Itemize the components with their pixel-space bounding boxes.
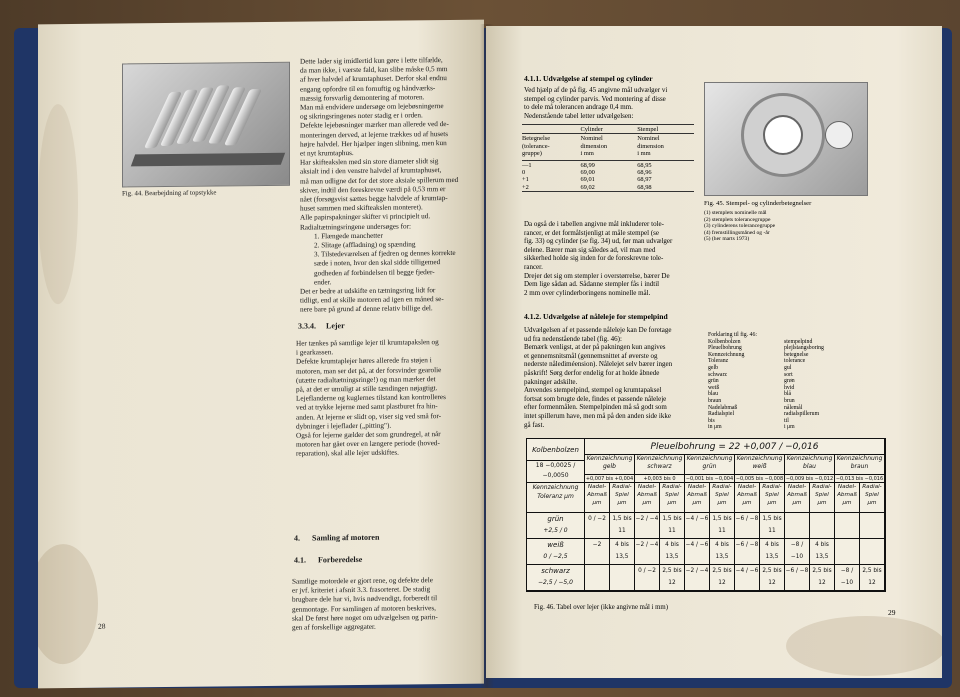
fig46-caption: Fig. 46. Tabel over lejer (ikke angivne mål i mm): [534, 604, 668, 611]
legend-term: Radialspiel: [708, 411, 735, 418]
text-line: nere bare på grund af denne relativ billige del.: [300, 304, 433, 315]
table-cell: Betegnelse (tolerance- gruppe): [522, 135, 551, 158]
legend-term: in μm: [708, 424, 722, 431]
page-number-right: 29: [888, 608, 896, 617]
text-line: engang opfordre til en fornuftig og håndværks-: [300, 83, 436, 94]
table-cell: −4 / −6: [735, 565, 760, 591]
text-line: et nyt krumtaphus.: [300, 149, 354, 158]
stain: [786, 616, 942, 676]
row-label: [527, 565, 585, 591]
table-cell: 4 bis 13,5: [760, 539, 785, 565]
legend-translation: plejlstangsboring: [784, 345, 824, 352]
sub-header-radial: Radial-Spiel μm: [660, 483, 685, 513]
table-row: [522, 176, 694, 183]
table-cell: 68,99: [580, 161, 595, 169]
list-item: sæde i noten, hvor den skal sidde tilligemed: [314, 258, 441, 268]
legend-danish: [784, 339, 874, 431]
group-header: Kennzeichnung blau: [785, 455, 835, 475]
text-line: motoren har gået over en længere periode (hoved-: [296, 439, 440, 449]
text-line: Det er bedre at udskifte en tætningsring lidt for: [300, 286, 436, 296]
table-cell: 2,5 bis 12: [760, 565, 785, 591]
table-cell: 4 bis 13,5: [610, 539, 635, 565]
text-line: ud fra nedenstående tabel (fig. 46):: [524, 334, 622, 343]
tolerance-label: Kennzeichnung Toleranz μm: [527, 483, 585, 513]
fins-graphic: [147, 85, 267, 156]
text-line: efter formenmålen. Stempelpinden må så godt som: [524, 403, 667, 412]
section-412-heading: 4.1.2. Udvælgelse af nåleleje for stempelpind: [524, 312, 668, 321]
left-column-top: [300, 56, 480, 316]
text-line: må man udligne det for det store aksiale spillerum med: [300, 175, 459, 186]
sub-header-needle: Nadel-Abmaß μm: [585, 483, 610, 513]
table-cell: −8 / −10: [835, 565, 860, 591]
text-line: på, at det er umuligt at stille tændingen nøjagtigt.: [296, 384, 438, 394]
pleuel-header: Pleuelbohrung = 22 +0,007 / −0,016: [585, 439, 885, 455]
sub-header-radial: Radial-Spiel μm: [760, 483, 785, 513]
row-color: schwarz: [541, 567, 570, 575]
text-line: Drejer det sig om stempler i overstørrelse, bærer De: [524, 271, 670, 280]
row-label: [527, 539, 585, 565]
legend-item: (5) (her marts 1973): [704, 236, 750, 243]
seal-check-list: [300, 231, 480, 288]
group-header: Kennzeichnung grün: [685, 455, 735, 475]
text-line: brugbare dele har vi, hvis nødvendigt, forberedt til: [292, 594, 438, 605]
row-tolerance: −2,5 / −5,0: [538, 579, 573, 586]
row-color: weiß: [547, 541, 564, 549]
legend-german: [708, 339, 784, 431]
piston-cylinder-table: [522, 124, 694, 192]
text-line: Samtlige motordele er gjort rene, og defekte dele: [292, 576, 433, 586]
table-cell: −2 / −4: [685, 565, 710, 591]
table-cell: [522, 126, 580, 133]
legend-item: (2) stemplets tolerancegruppe: [704, 216, 771, 223]
text-line: Defekte lejebøsninger mærker man allerede ved de-: [300, 120, 449, 131]
sub-header-needle: Nadel-Abmaß μm: [785, 483, 810, 513]
table-cell: −6 / −8: [735, 513, 760, 539]
text-line: fortsat som brugte dele, findes et passende nåleleje: [524, 394, 667, 403]
left-page: [38, 20, 484, 689]
text-line: dybninger i lejeflader („pitting").: [296, 421, 392, 431]
table-cell: 2,5 bis 12: [810, 565, 835, 591]
text-line: huset sammen med skifteakslen monteret).: [300, 203, 423, 213]
needle-bearing-table: [526, 438, 886, 592]
text-line: anden. At lejerne er slidt op, viser sig ved små for-: [296, 411, 442, 422]
group-header: Kennzeichnung schwarz: [635, 455, 685, 475]
legend-translation: i μm: [784, 424, 795, 431]
legend-translation: radialspillerum: [784, 411, 820, 418]
legend-term: blau: [708, 391, 718, 398]
table-cell: 69,01: [580, 176, 595, 184]
legend-term: Kennzeichnung: [708, 351, 745, 358]
section-411-text: [524, 86, 696, 120]
table-cell: −4 / −6: [685, 539, 710, 565]
text-line: mæssig forsvarlig demontering af motoren.: [300, 93, 425, 103]
table-cell: −2 / −4: [635, 539, 660, 565]
stain: [38, 104, 78, 304]
legend-term: gelb: [708, 364, 718, 371]
text-line: Nedenstående tabel letter udvælgelsen:: [524, 111, 634, 120]
table-cell: [610, 565, 635, 591]
legend-translation: nålemål: [784, 404, 803, 411]
table-cell: 68,97: [637, 176, 652, 184]
text-line: rancer, er det formålstjenligt at måle stempel (se: [524, 228, 659, 237]
text-line: Defekte krumtaplejer høres allerede fra støjen i: [296, 356, 432, 367]
table-cell: 68,95: [637, 161, 652, 169]
text-line: pakninger adskilte.: [524, 377, 578, 386]
kolben-value: 18 −0,0025 / −0,0050: [527, 461, 585, 483]
sub-header-needle: Nadel-Abmaß μm: [835, 483, 860, 513]
legend-term: grün: [708, 378, 719, 385]
table-cell: [785, 513, 810, 539]
legend-term: weiß: [708, 384, 720, 391]
group-range: −0,001 bis −0,004: [685, 476, 734, 482]
kolben-label: Kolbenbolzen: [527, 439, 585, 461]
text-line: påskrift! Sørg derfor endelig for at holde åbnede: [524, 368, 660, 377]
sub-header-radial: Radial-Spiel μm: [610, 483, 635, 513]
table-cell: [860, 513, 885, 539]
text-line: intet spillerum have, men må på den anden side ikke: [524, 411, 671, 420]
text-line: Bemærk venligst, at der på pakningen kun angives: [524, 343, 666, 352]
text-line: da man ikke, i værste fald, kan slibe måske 0,5 mm: [300, 65, 448, 75]
legend-term: Kolbenbolzen: [708, 338, 741, 345]
text-line: 2 mm over cylinderboringens nominelle mål.: [524, 288, 651, 297]
table-cell: Nominel dimension i mm: [637, 135, 664, 158]
text-line: stempel og cylinder parvis. Ved montering af disse: [524, 94, 666, 103]
section-41-title: Forberedelse: [318, 554, 363, 565]
text-line: nået (forsøgsvist sættes begge halvdele af krumtap-: [300, 194, 448, 204]
text-line: sikkerhed holde sig inden for de foreskrevne tole-: [524, 254, 664, 263]
section-412-text: [524, 326, 696, 429]
text-line: Radialtætningsringene undersøges for:: [300, 222, 411, 232]
legend-translation: grøn: [784, 378, 795, 385]
table-cell: +1: [522, 176, 529, 184]
text-line: delene. Bærer man sig således ad, vil man med: [524, 245, 656, 254]
legend-translation: brun: [784, 397, 795, 404]
group-range: −0,005 bis −0,008: [735, 476, 784, 482]
group-header: Kennzeichnung braun: [835, 455, 885, 475]
table-cell: 1,5 bis 11: [610, 513, 635, 539]
top-paragraphs: [300, 56, 480, 233]
text-line: aksialt ind i den venstre halvdel af krumtaphuset,: [300, 166, 442, 177]
legend-translation: betegnelse: [784, 351, 809, 358]
group-header: Kennzeichnung gelb: [585, 455, 635, 475]
legend-term: Toleranz: [708, 358, 729, 365]
table-row: [522, 162, 694, 169]
list-item: ender.: [314, 278, 332, 287]
legend-term: bis: [708, 417, 715, 424]
text-line: Også for lejerne gælder det som grundregel, at når: [296, 430, 441, 440]
forberedelse-paragraph: [292, 576, 478, 633]
table-cell: −4 / −6: [685, 513, 710, 539]
table-cell: Nominel dimension i mm: [580, 135, 608, 158]
group-header: Kennzeichnung weiß: [735, 455, 785, 475]
text-line: Dem lige sådan ad. Sådanne stempler fås i indtil: [524, 280, 660, 289]
table-cell: 1,5 bis 11: [760, 513, 785, 539]
text-line: i gearkassen.: [296, 348, 334, 357]
table-cell: −8 / −10: [785, 539, 810, 565]
legend-item: (4) fremstillingsmåned og -år: [704, 229, 770, 236]
fig46-legend: [708, 332, 878, 431]
legend-item: (1) stemplets nominelle mål: [704, 210, 767, 216]
text-line: to dele må tolerancen andrage 0,4 mm.: [524, 103, 633, 112]
text-line: skiver, indtil den foreskrevne værdi på 0,53 mm er: [300, 184, 446, 195]
row-color: grün: [547, 515, 564, 523]
section-411-heading: 4.1.1. Udvælgelse af stempel og cylinder: [524, 74, 653, 83]
list-item: 2. Slitage (affladning) og spænding: [314, 240, 416, 250]
text-line: monteringen derved, at lejerne trækkes ud af husets: [300, 129, 449, 140]
legend-translation: stempelpind: [784, 338, 813, 345]
lejer-paragraphs: [296, 338, 480, 460]
section-41-heading: [294, 554, 478, 565]
group-range: −0,013 bis −0,016: [835, 476, 884, 482]
table-row: [522, 184, 694, 191]
table-cell: 2,5 bis 12: [710, 565, 735, 591]
table-cell: 4 bis 13,5: [810, 539, 835, 565]
text-line: Alle papirspakninger skifter vi principielt ud.: [300, 212, 431, 223]
group-range: −0,009 bis −0,012: [785, 476, 834, 482]
legend-translation: hvid: [784, 384, 795, 391]
section-411-after-text: [524, 220, 696, 297]
legend-term: braun: [708, 397, 722, 404]
table-cell: 0 / −2: [585, 513, 610, 539]
text-line: Her tænkes på samtlige lejer til krumtapakslen og: [296, 338, 439, 348]
table-cell: 2,5 bis 12: [660, 565, 685, 591]
table-cell: −6 / −8: [735, 539, 760, 565]
legend-item: (3) cylinderens tolerancegruppe: [704, 223, 776, 230]
text-line: motoren, man ser det på, at der forsvinder gearolie: [296, 365, 442, 376]
table-cell: 68,98: [637, 183, 652, 191]
table-row: [522, 169, 694, 176]
text-line: Man må endvidere undersøge om lejebøsningerne: [300, 102, 444, 112]
text-line: skal De først høre noget om udvælgelsen og parin-: [292, 612, 438, 623]
table-cell: 69,00: [580, 169, 595, 177]
fig44-caption: Fig. 44. Bearbejdning af topstykke: [122, 189, 217, 198]
sub-header-needle: Nadel-Abmaß μm: [635, 483, 660, 513]
table-cell: −2: [585, 539, 610, 565]
table-cell: Stempel: [637, 126, 659, 133]
text-line: gen af forskellige aggregater.: [292, 622, 376, 632]
text-line: (utætte radialtætningsringe!) og man mærker det: [296, 374, 436, 385]
table-cell: 68,96: [637, 169, 652, 177]
legend-translation: gul: [784, 364, 792, 371]
table-cell: —1: [522, 161, 532, 169]
section-4-heading: [294, 532, 478, 543]
list-item: godheden af forbindelsen til begge fjeder-: [314, 267, 435, 278]
text-line: Har skifteakslen med sin store diameter slidt sig: [300, 157, 439, 167]
table-cell: [810, 513, 835, 539]
row-label: [527, 513, 585, 539]
section-4-title: Samling af motoren: [312, 532, 380, 543]
after-list-paragraph: [300, 286, 480, 315]
table-cell: [860, 539, 885, 565]
table-cell: +2: [522, 183, 529, 191]
legend-translation: blå: [784, 391, 792, 398]
sub-header-needle: Nadel-Abmaß μm: [685, 483, 710, 513]
table-cell: 2,5 bis 12: [860, 565, 885, 591]
text-line: fig. 33) og cylinder (se fig. 34) ud, før man udvælger: [524, 237, 673, 246]
table-cell: [835, 539, 860, 565]
sub-header-radial: Radial-Spiel μm: [810, 483, 835, 513]
text-line: er jvf. kriteriet i afsnit 3.3. frasorteret. De stadig: [292, 585, 431, 595]
page-number-left: 28: [98, 621, 106, 631]
table-cell: 69,02: [580, 183, 595, 191]
text-line: og sikringsringenes noter stadig er i orden.: [300, 111, 423, 121]
section-41-number: 4.1.: [294, 555, 306, 565]
section-4-number: 4.: [294, 533, 300, 543]
legend-translation: til: [784, 417, 789, 424]
legend-translation: sort: [784, 371, 793, 378]
table-cell: 0 / −2: [635, 565, 660, 591]
legend-translation: tolerance: [784, 358, 806, 365]
list-item: 3. Tilstedeværelsen af fjedren og dennes korrekte: [314, 249, 456, 259]
sub-header-radial: Radial-Spiel μm: [860, 483, 885, 513]
table-cell: [835, 513, 860, 539]
section-334-title: Lejer: [326, 321, 345, 331]
text-line: gå fast.: [524, 420, 545, 429]
legend-term: schwarz: [708, 371, 727, 378]
text-line: reparation), skal alle lejer udskiftes.: [296, 448, 399, 459]
group-range: +0,003 bis 0: [635, 475, 685, 483]
cylinder-photo: [704, 82, 868, 196]
text-line: Da også de i tabellen angivne mål inkluderer tole-: [524, 220, 664, 228]
text-line: ved at trykke lejerne med samt plastburet fra hin-: [296, 402, 438, 413]
table-cell: [585, 565, 610, 591]
list-item: 1. Flængede manchetter: [314, 231, 383, 241]
section-334-heading: [298, 320, 478, 331]
table-cell: −2 / −4: [635, 513, 660, 539]
text-line: af hver halvdel af krumtaphuset. Derfor skal endnu: [300, 74, 447, 84]
text-line: genmontage. For samlingen af motoren beskrives,: [292, 603, 436, 614]
table-cell: −6 / −8: [785, 565, 810, 591]
legend-term: Nadelabmaß: [708, 404, 738, 411]
text-line: Anvendes stempelpind, stempel og krumtapaksel: [524, 386, 662, 395]
text-line: rancer.: [524, 262, 543, 271]
sub-header-needle: Nadel-Abmaß μm: [735, 483, 760, 513]
text-line: Dette lader sig imidlertid kun gøre i lette tilfælde,: [300, 56, 443, 66]
stain: [38, 544, 98, 665]
table-cell: 1,5 bis 11: [710, 513, 735, 539]
row-tolerance: +2,5 / 0: [543, 527, 568, 534]
table-cell: 0: [522, 169, 526, 177]
text-line: nederste nålediméension). Nålelejet selv bærer ingen: [524, 360, 673, 369]
table-cell: Cylinder: [580, 126, 603, 133]
text-line: Ved hjælp af de på fig. 45 angivne mål udvælger vi: [524, 86, 668, 94]
fig46-legend-title: Forklaring til fig. 46:: [708, 332, 757, 338]
fig45-legend: [704, 210, 874, 243]
table-cell: 4 bis 13,5: [710, 539, 735, 565]
text-line: Udvælgelsen af et passende nåleleje kan De foretage: [524, 326, 672, 334]
text-line: et gennemsnitsmål (gennemsnittet af øverste og: [524, 351, 658, 360]
text-line: højre halvdel. Her hjælper ingen slibning, men kun: [300, 138, 447, 149]
section-334-number: 3.3.4.: [298, 321, 316, 331]
fig45-caption: Fig. 45. Stempel- og cylinderbetegnelser: [704, 200, 812, 207]
text-line: tidligt, end at skille motoren ad igen en måned se-: [300, 295, 444, 305]
legend-term: Pleuelbohrung: [708, 345, 742, 352]
row-tolerance: 0 / −2,5: [543, 553, 568, 560]
table-cell: 1,5 bis 11: [660, 513, 685, 539]
table-cell: 4 bis 13,5: [660, 539, 685, 565]
text-line: Lejeflanderne og kuglernes tilstand kan kontrolleres: [296, 393, 446, 403]
sub-header-radial: Radial-Spiel μm: [710, 483, 735, 513]
group-range: +0,007 bis +0,004: [585, 476, 634, 482]
cylinder-head-photo: [122, 62, 290, 188]
